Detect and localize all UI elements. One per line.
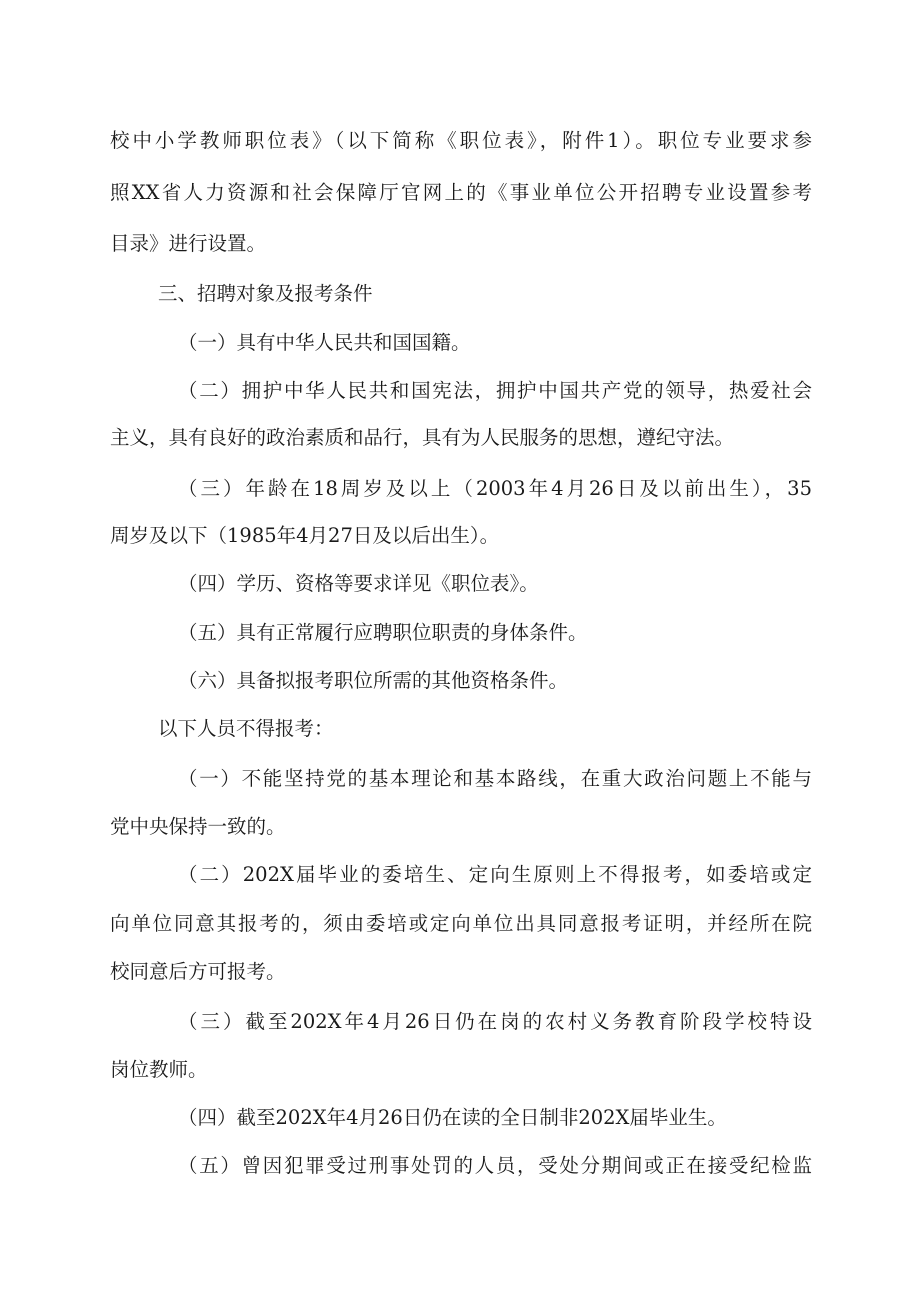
paragraph-line: （一）具有中华人民共和国国籍。 [178,331,471,354]
paragraph-line: 以下人员不得报考： [158,717,334,740]
paragraph-line: （二）拥护中华人民共和国宪法，拥护中国共产党的领导，热爱社会 [178,379,812,402]
paragraph-line: （三）年龄在18周岁及以上（2003年4月26日及以前出生），35 [178,477,812,500]
paragraph-line: （一）不能坚持党的基本理论和基本路线，在重大政治问题上不能与 [178,767,812,790]
paragraph-line: 岗位教师。 [110,1058,208,1081]
paragraph-line: 主义，具有良好的政治素质和品行，具有为人民服务的思想，遵纪守法。 [110,426,735,449]
paragraph-line: 目录》进行设置。 [110,232,267,255]
paragraph-line: 党中央保持一致的。 [110,815,286,838]
paragraph-line: （四）截至202X年4月26日仍在读的全日制非202X届毕业生。 [178,1106,727,1129]
paragraph-line: （二）202X届毕业的委培生、定向生原则上不得报考，如委培或定 [178,863,812,886]
paragraph-line: 校同意后方可报考。 [110,960,286,983]
paragraph-line: （四）学历、资格等要求详见《职位表》。 [178,572,539,595]
paragraph-line: （六）具备拟报考职位所需的其他资格条件。 [178,669,569,692]
paragraph-line: （五）曾因犯罪受过刑事处罚的人员，受处分期间或正在接受纪检监 [178,1154,812,1177]
paragraph-line: 校中小学教师职位表》（以下简称《职位表》，附件1）。职位专业要求参 [110,129,812,152]
paragraph-line: 向单位同意其报考的，须由委培或定向单位出具同意报考证明，并经所在院 [110,912,812,935]
paragraph-line: （三）截至202X年4月26日仍在岗的农村义务教育阶段学校特设 [178,1010,812,1033]
paragraph-line: 照XX省人力资源和社会保障厅官网上的《事业单位公开招聘专业设置参考 [110,181,812,204]
section-heading: 三、招聘对象及报考条件 [158,282,373,305]
paragraph-line: 周岁及以下（1985年4月27日及以后出生）。 [110,524,500,547]
paragraph-line: （五）具有正常履行应聘职位职责的身体条件。 [178,621,588,644]
